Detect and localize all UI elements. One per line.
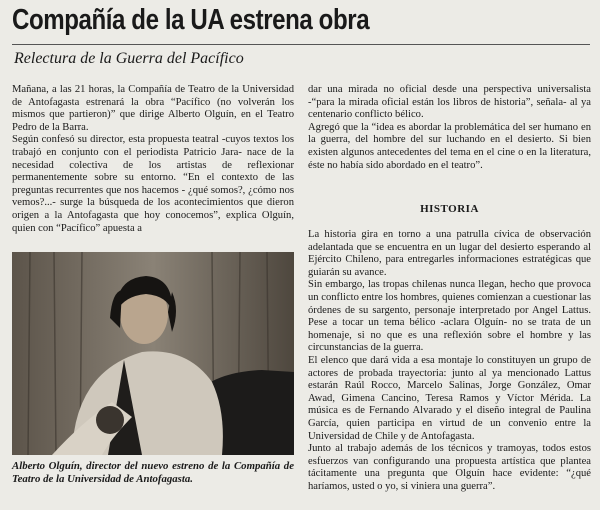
photo-caption: Alberto Olguín, director del nuevo estreno de la Compañía de Teatro de la Universidad de Antofagasta. (12, 460, 294, 485)
paragraph: Junto al trabajo además de los técnicos y tramoyas, todos estos esfuerzos van configurando una propuesta artística que plantea tácitamente una pregunta que Olguín hace evidente: “¿qué haríamos, usted o yo, si viniera una guerra”. (308, 443, 591, 492)
paragraph: Mañana, a las 21 horas, la Compañía de Teatro de la Universidad de Antofagasta estrenará la obra “Pacífico (no volverán los mismos que partieron)” que dirige Alberto Olguín, en el Teatro Pedro de la Barra. (12, 84, 294, 133)
subheadline: Relectura de la Guerra del Pacífico (14, 50, 244, 67)
article-column-right-bottom (308, 229, 591, 493)
photo-illustration (12, 252, 294, 455)
article-column-right-top (308, 84, 591, 172)
paragraph: dar una mirada no oficial desde una perspectiva universalista -“para la mirada oficial están los libros de historia”, señala- al ya centenario conflicto bélico. (308, 84, 591, 121)
paragraph: El elenco que dará vida a esa montaje lo constituyen un grupo de actores de probada trayectoria: junto al ya mencionado Lattus estarán Raúl Rocco, Marcelo Salinas, Jorge González, Omar Awad, Gimena Cancino, Teresa Ramos y Víctor Mérida. La música es de Fernando Alvarado y el diseño integral de Paulina García, quien participa en virtud de un convenio entre la Universidad de Chile y de Antofagasta. (308, 354, 591, 442)
paragraph: Agregó que la “idea es abordar la problemática del ser humano en la guerra, del hombre del sur luchando en el desierto. Si bien existen algunos antecedentes del tema en el cine o en la literatura, éste no había sido abordado en el teatro”. (308, 121, 591, 171)
headline-rule (12, 44, 590, 45)
article-column-left (12, 84, 294, 235)
director-photo (12, 252, 294, 455)
headline: Compañía de la UA estrena obra (12, 4, 370, 36)
paragraph: La historia gira en torno a una patrulla cívica de observación adelantada que se encuentra en un lugar del desierto esperando al Ejército Chileno, para entregarles informaciones estratégicas que guiarán su avance. (308, 229, 591, 278)
section-title-historia: HISTORIA (420, 203, 479, 215)
paragraph: Sin embargo, las tropas chilenas nunca llegan, hecho que provoca un conflicto entre los hombres, quienes comienzan a cuestionar las órdenes de su sargento, personaje interpretado por Angel Lattus. Pese a tocar un tema bélico -aclara Olguín- no se trata de un homenaje, si no que es una reflexión sobre el hombre y las circunstancias de la guerra. (308, 279, 591, 354)
paragraph: Según confesó su director, esta propuesta teatral -cuyos textos los trabajó en conjunto con el periodista Patricio Jara- nace de la necesidad colectiva de los artistas de reflexionar permanentemente sobre su entorno. “En el contexto de las preguntas recurrentes que nos hacemos - ¿qué somos?, ¿cómo nos vemos?...- surge la búsqueda de los acontecimientos que dieron origen a la Antofagasta que hoy conocemos”, explica Olguín, quien con “Pacífico” apuesta a (12, 134, 294, 234)
